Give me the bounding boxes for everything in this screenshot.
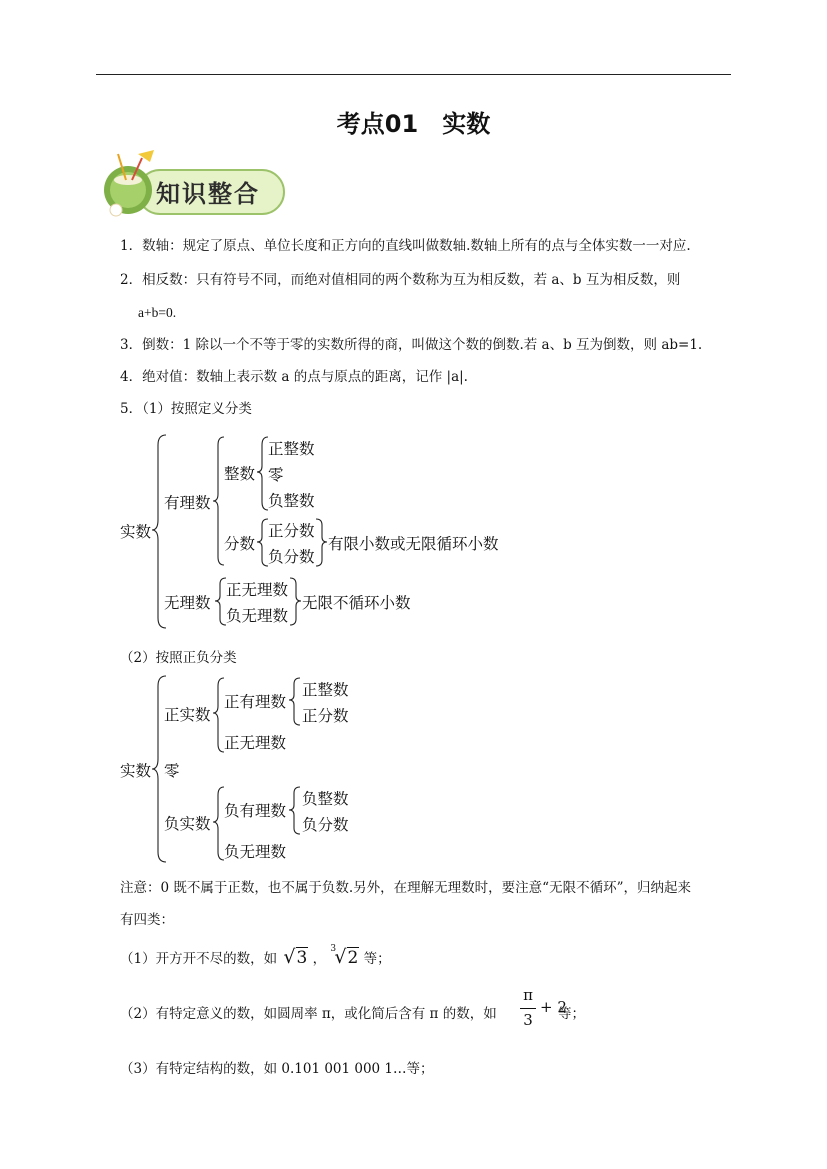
note-line-2: 有四类： <box>120 912 174 928</box>
item-text: 倒数：1 除以一个不等于零的实数所得的商，叫做这个数的倒数.若 a、b 互为倒数，则 ab=1. <box>142 337 703 353</box>
note-case-1 <box>120 946 391 972</box>
item-number: 5． <box>120 401 143 417</box>
tree1-integer: 整数 <box>224 465 256 483</box>
tree1-fraction: 分数 <box>224 535 256 553</box>
fraction-denominator: 3 <box>523 1011 533 1029</box>
page-title: 考点01 实数 <box>336 110 491 138</box>
tree2-positive-fraction: 正分数 <box>302 707 349 725</box>
item-text: 数轴：规定了原点、单位长度和正方向的直线叫做数轴.数轴上所有的点与全体实数一一对应. <box>142 238 691 254</box>
tree2-negative-rational: 负有理数 <box>224 802 287 820</box>
fraction-bar <box>520 1008 536 1009</box>
tree2-negative-irrational: 负无理数 <box>224 843 287 861</box>
item-text: （1）按照定义分类 <box>142 401 252 417</box>
item-number: 3． <box>120 337 143 353</box>
sqrt-radicand: 3 <box>296 948 308 968</box>
sqrt-3: √3 <box>283 946 308 968</box>
tree1-positive-integer: 正整数 <box>268 440 315 458</box>
tree2-negative-real: 负实数 <box>164 815 211 833</box>
tree1-negative-fraction: 负分数 <box>268 548 315 566</box>
tree1-zero: 零 <box>268 466 284 484</box>
item-5 <box>120 399 252 419</box>
tree1-irrational-note: 无限不循环小数 <box>302 594 411 612</box>
item-2 <box>120 270 680 290</box>
section-badge <box>98 150 288 222</box>
tree2-positive-real: 正实数 <box>164 706 211 724</box>
item-3 <box>120 335 702 355</box>
fraction-numerator: π <box>523 986 533 1004</box>
item-number: 2． <box>120 272 143 288</box>
cbrt-2: 3 √2 <box>330 944 359 968</box>
item-number: 4． <box>120 369 143 385</box>
tree2-positive-rational: 正有理数 <box>224 693 287 711</box>
note-line-1: 注意：0 既不属于正数，也不属于负数.另外，在理解无理数时，要注意“无限不循环”，归纳起来 <box>120 880 691 896</box>
tree2-negative-fraction: 负分数 <box>302 816 349 834</box>
tree1-irrational: 无理数 <box>164 594 211 612</box>
case-1-prefix: （1）开方开不尽的数，如 <box>120 951 278 967</box>
case-2-prefix: （2）有特定意义的数，如圆周率 π，或化简后含有 π 的数，如 <box>120 1006 497 1022</box>
item-1 <box>120 236 691 256</box>
cbrt-radicand: 2 <box>347 948 359 968</box>
tree2-root: 实数 <box>120 762 152 780</box>
tree1-root: 实数 <box>120 523 152 541</box>
case-1-separator: ， <box>312 951 327 967</box>
item-text: 绝对值：数轴上表示数 a 的点与原点的距离，记作 |a|. <box>142 369 468 385</box>
item-2-continued: a+b=0. <box>138 305 177 320</box>
case-1-suffix: 等； <box>363 951 391 967</box>
item-4 <box>120 367 468 387</box>
tree1-negative-irrational: 负无理数 <box>226 607 289 625</box>
badge-text: 知识整合 <box>156 180 260 208</box>
tree2-negative-integer: 负整数 <box>302 790 349 808</box>
tree1-negative-integer: 负整数 <box>268 492 315 510</box>
note-case-2 <box>120 1002 497 1022</box>
tree1-positive-irrational: 正无理数 <box>226 581 289 599</box>
item-text: 相反数：只有符号不同，而绝对值相同的两个数称为互为相反数，若 a、b 互为相反数，则 <box>142 272 681 288</box>
section-2-label: （2）按照正负分类 <box>120 650 237 666</box>
tree2-positive-irrational: 正无理数 <box>224 734 287 752</box>
tree2-positive-integer: 正整数 <box>302 681 349 699</box>
tree1-positive-fraction: 正分数 <box>268 522 315 540</box>
tree1-fraction-note: 有限小数或无限循环小数 <box>328 535 499 553</box>
header-rule <box>96 74 731 75</box>
case-2-suffix: 等； <box>558 1006 585 1022</box>
fraction-addend: + 2 <box>540 998 567 1016</box>
item-number: 1． <box>120 238 143 254</box>
tree2-zero: 零 <box>164 762 180 780</box>
tree1-rational: 有理数 <box>164 494 211 512</box>
note-case-3: （3）有特定结构的数，如 0.101 001 000 1…等； <box>120 1061 434 1077</box>
cbrt-index: 3 <box>330 944 337 954</box>
